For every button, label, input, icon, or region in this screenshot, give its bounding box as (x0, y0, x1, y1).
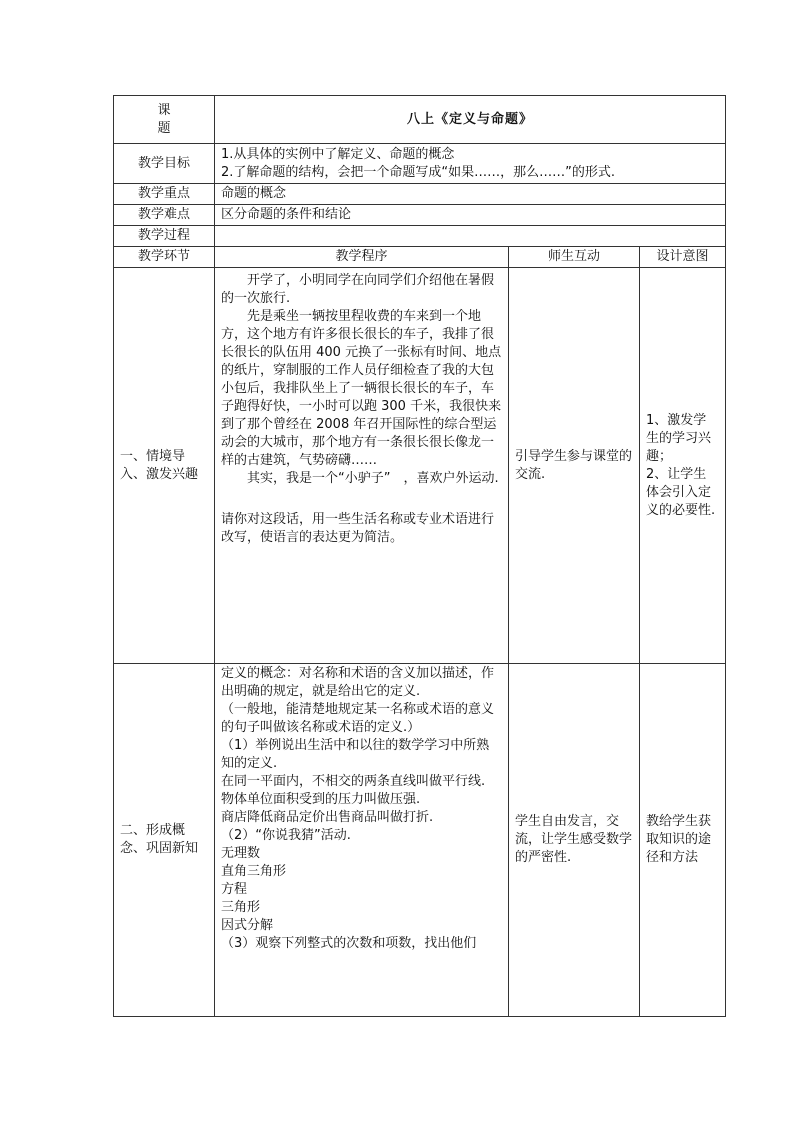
procedure-line: 物体单位面积受到的压力叫做压强. (221, 792, 421, 807)
header-interaction: 师生互动 (509, 247, 640, 268)
section-2-stage: 二、形成概念、巩固新知 (114, 664, 215, 1017)
section-1-row (114, 268, 726, 664)
column-header-row (114, 247, 726, 268)
paragraph-gap (221, 488, 502, 511)
procedure-paragraph: 请你对这段话，用一些生活名称或专业术语进行改写，使语言的表达更为简洁。 (221, 512, 495, 545)
intent-item: 2、让学生体会引入定义的必要性. (646, 466, 716, 518)
goal-item: 1.从具体的实例中了解定义、命题的概念 (221, 146, 455, 162)
procedure-line: （一般地，能清楚地规定某一名称或术语的意义的句子叫做该名称或术语的定义.） (221, 702, 495, 735)
section-2-row (114, 664, 726, 1017)
course-title: 八上《定义与命题》 (215, 96, 726, 144)
difficulty-label: 教学难点 (114, 205, 215, 226)
lesson-plan-table (113, 95, 726, 1017)
header-stage: 教学环节 (114, 247, 215, 268)
procedure-line: 无理数 (221, 846, 261, 861)
procedure-line: 方程 (221, 882, 248, 897)
section-2-interaction: 学生自由发言，交流，让学生感受数学的严密性. (509, 664, 640, 1017)
section-1-procedure (215, 268, 509, 664)
section-1-interaction: 引导学生参与课堂的交流. (509, 268, 640, 664)
section-2-procedure (215, 664, 509, 1017)
header-intent: 设计意图 (640, 247, 726, 268)
goals-label: 教学目标 (114, 144, 215, 184)
procedure-line: 因式分解 (221, 918, 274, 933)
course-label: 课 题 (114, 96, 215, 144)
procedure-line: 三角形 (221, 900, 261, 915)
intent-item: 1、激发学生的学习兴趣； (646, 412, 712, 464)
procedure-line: 直角三角形 (221, 864, 287, 879)
goals-row (114, 144, 726, 184)
process-empty-cell (215, 226, 726, 247)
procedure-paragraph: 其实，我是一个“小驴子” ，喜欢户外运动. (247, 471, 499, 486)
section-1-stage: 一、情境导入、激发兴趣 (114, 268, 215, 664)
procedure-paragraph: 开学了，小明同学在向同学们介绍他在暑假的一次旅行. (221, 273, 495, 306)
process-label: 教学过程 (114, 226, 215, 247)
procedure-line: 在同一平面内，不相交的两条直线叫做平行线. (221, 774, 486, 789)
focus-label: 教学重点 (114, 184, 215, 205)
section-2-intent: 教给学生获取知识的途径和方法 (640, 664, 726, 1017)
procedure-line: （1）举例说出生活中和以往的数学学习中所熟知的定义. (221, 738, 490, 771)
procedure-line: （2）“你说我猜”活动. (221, 828, 351, 843)
focus-row (114, 184, 726, 205)
process-row (114, 226, 726, 247)
header-procedure: 教学程序 (215, 247, 509, 268)
difficulty-row (114, 205, 726, 226)
difficulty-text: 区分命题的条件和结论 (215, 205, 726, 226)
procedure-line: 商店降低商品定价出售商品叫做打折. (221, 810, 434, 825)
course-row (114, 96, 726, 144)
section-1-intent (640, 268, 726, 664)
procedure-paragraph: 先是乘坐一辆按里程收费的车来到一个地方，这个地方有许多很长很长的车子，我排了很长很长的队伍用 400 元换了一张标有时间、地点的纸片，穿制服的工作人员仔细检查了我的大包小包后，我排队坐上了一辆很长很长的车子，车子跑得好快，一小时可以跑 300 千米，我很快来到了那个曾经在 2008 年召开国际性的综合型运动会的大城市，那个地方有一条很长很长像龙一样的古建筑，气势磅礴…… (221, 309, 502, 468)
focus-text: 命题的概念 (215, 184, 726, 205)
goal-item: 2.了解命题的结构，会把一个命题写成“如果……，那么……”的形式. (221, 164, 616, 180)
goals-cell (215, 144, 726, 184)
procedure-line: 定义的概念：对名称和术语的含义加以描述，作出明确的规定，就是给出它的定义. (221, 666, 495, 699)
procedure-line: （3）观察下列整式的次数和项数，找出他们 (221, 936, 477, 951)
